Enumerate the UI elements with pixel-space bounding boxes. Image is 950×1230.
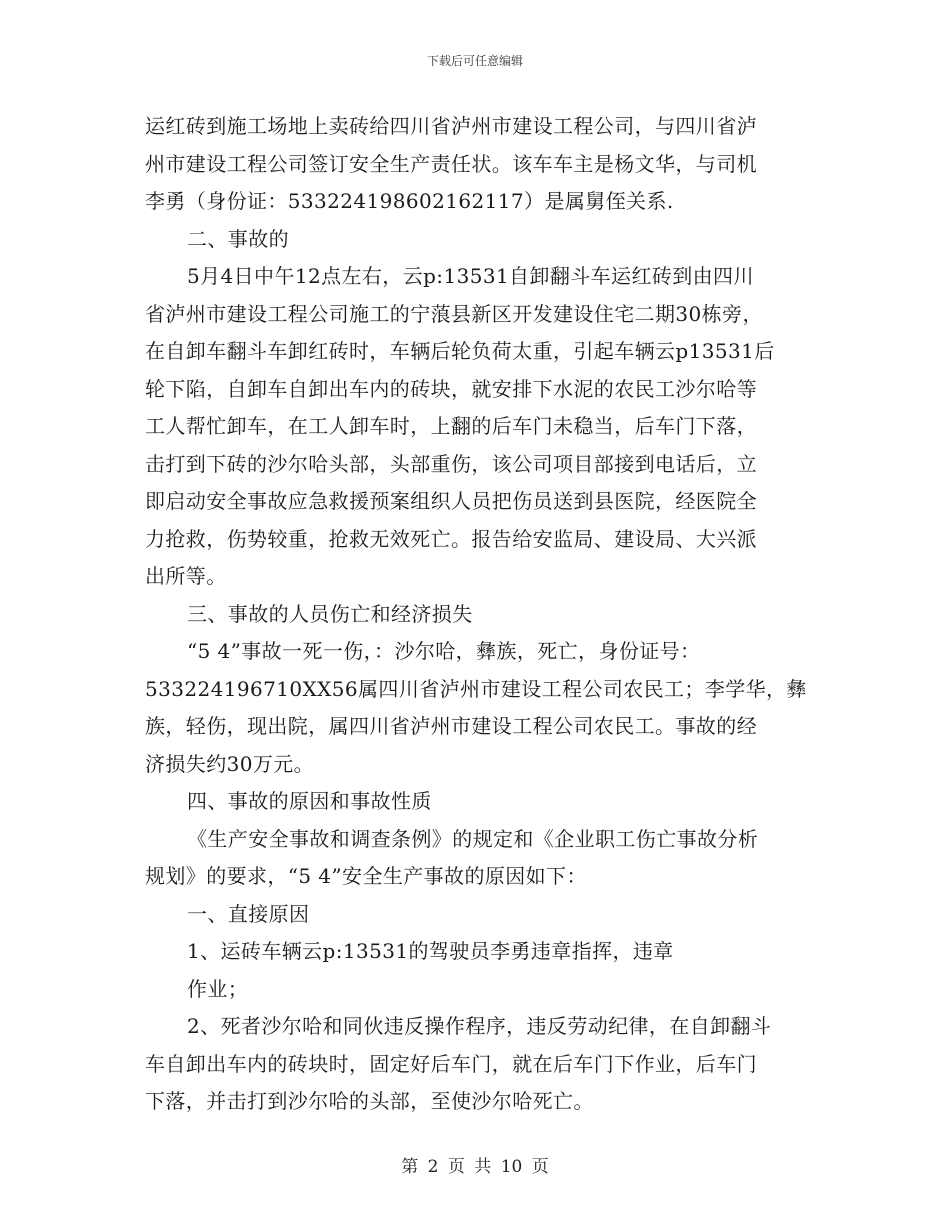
text-line: 533224196710XX56属四川省泸州市建设工程公司农民工；李学华，彝 (145, 676, 807, 701)
text-line: 三、事故的人员伤亡和经济损失 (187, 601, 473, 626)
document-body (145, 108, 810, 1121)
page-number: 第 2 页 共 10 页 (401, 1157, 549, 1177)
text-line: “5 4”事故一死一伤，：沙尔哈，彝族，死亡，身份证号： (187, 639, 701, 663)
text-line: 四、事故的原因和事故性质 (187, 789, 432, 813)
text-line: 下落，并击打到沙尔哈的头部，至使沙尔哈死亡。 (145, 1089, 594, 1113)
text-line: 族，轻伤，现出院，属四川省泸州市建设工程公司农民工。事故的经 (145, 714, 757, 738)
text-line: 5月4日中午12点左右，云p:13531自卸翻斗车运红砖到由四川 (187, 264, 754, 288)
text-line: 在自卸车翻斗车卸红砖时，车辆后轮负荷太重，引起车辆云p13531后 (145, 339, 775, 363)
text-line: 济损失约30万元。 (145, 751, 315, 776)
text-line: 击打到下砖的沙尔哈头部，头部重伤，该公司项目部接到电话后，立 (145, 451, 757, 476)
text-line: 作业； (187, 976, 249, 1001)
text-line: 二、事故的 (187, 226, 289, 251)
text-line: 车自卸出车内的砖块时，固定好后车门，就在后车门下作业，后车门 (145, 1051, 757, 1076)
text-line: 1、运砖车辆云p:13531的驾驶员李勇违章指挥，违章 (187, 939, 674, 963)
text-line: 《生产安全事故和调查条例》的规定和《企业职工伤亡事故分析 (187, 826, 759, 851)
text-line: 省泸州市建设工程公司施工的宁蒗县新区开发建设住宅二期30栋旁， (145, 301, 763, 326)
text-line: 出所等。 (145, 564, 227, 588)
text-line: 力抢救，伤势较重，抢救无效死亡。报告给安监局、建设局、大兴派 (145, 526, 757, 551)
text-line: 工人帮忙卸车，在工人卸车时，上翻的后车门未稳当，后车门下落， (145, 414, 757, 438)
text-line: 州市建设工程公司签订安全生产责任状。该车车主是杨文华，与司机 (145, 151, 757, 176)
text-line: 运红砖到施工场地上卖砖给四川省泸州市建设工程公司，与四川省泸 (145, 114, 757, 138)
text-line: 2、死者沙尔哈和同伙违反操作程序，违反劳动纪律，在自卸翻斗 (187, 1014, 772, 1038)
text-line: 轮下陷，自卸车自卸出车内的砖块，就安排下水泥的农民工沙尔哈等 (145, 376, 757, 401)
text-line: 李勇（身份证：533224198602162117）是属舅侄关系. (145, 189, 674, 213)
page-header: 下载后可任意编辑 (426, 54, 523, 68)
text-line: 规划》的要求，“5 4”安全生产事故的原因如下： (145, 864, 587, 888)
text-line: 即启动安全事故应急救援预案组织人员把伤员送到县医院，经医院全 (145, 489, 757, 513)
text-line: 一、直接原因 (187, 901, 310, 926)
